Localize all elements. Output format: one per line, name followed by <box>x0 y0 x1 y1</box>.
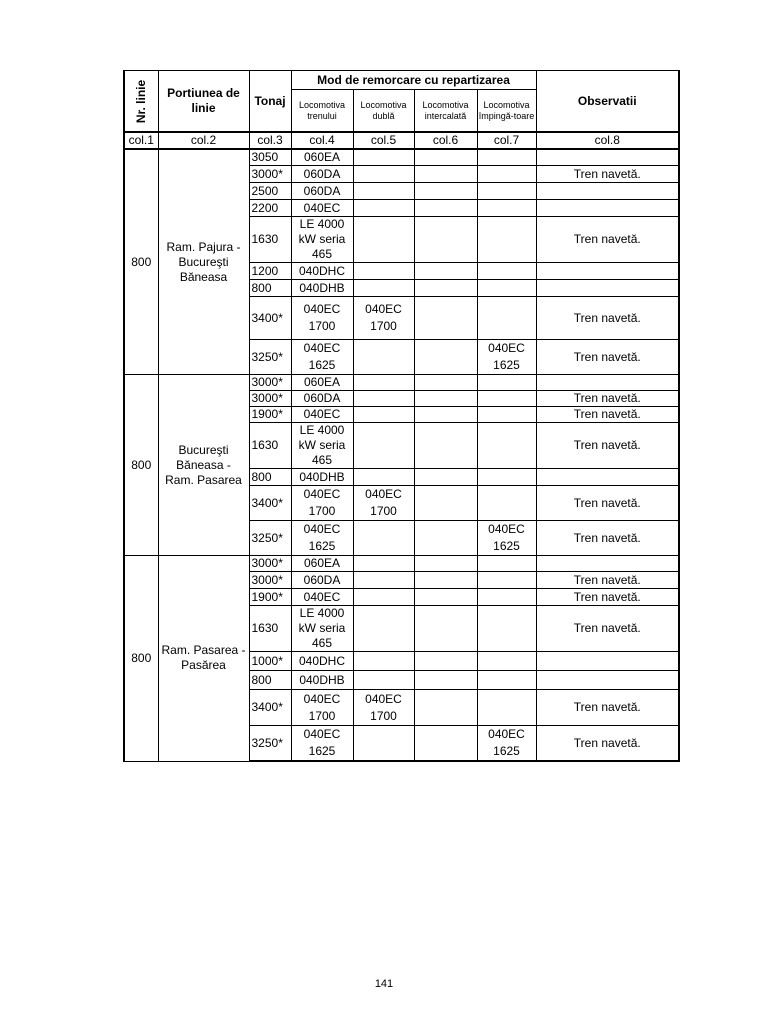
tonnage-cell: 3400* <box>249 690 291 726</box>
locomotive-train-cell: 040DHB <box>291 469 353 486</box>
locomotive-intercalated-cell <box>414 375 477 391</box>
header-locomotiva-intercalata: Locomotiva intercalată <box>414 90 477 132</box>
observation-cell: Tren navetă. <box>536 297 679 340</box>
locomotive-intercalated-cell <box>414 521 477 556</box>
header-observatii: Observatii <box>536 71 679 133</box>
header-locomotiva-trenului: Locomotiva trenului <box>291 90 353 132</box>
observation-cell: Tren navetă. <box>536 589 679 606</box>
line-portion-cell: Ram. Pajura - Bucureşti Băneasa <box>158 149 249 375</box>
observation-cell <box>536 652 679 671</box>
locomotive-intercalated-cell <box>414 391 477 407</box>
locomotive-double-cell <box>353 556 414 572</box>
header-mod-remorcare: Mod de remorcare cu repartizarea <box>291 71 536 90</box>
observation-cell <box>536 469 679 486</box>
observation-cell <box>536 200 679 217</box>
locomotive-intercalated-cell <box>414 671 477 690</box>
header-locomotiva-dubla: Locomotiva dublă <box>353 90 414 132</box>
locomotive-pusher-cell <box>477 407 536 423</box>
locomotive-pusher-cell <box>477 469 536 486</box>
locomotive-pusher-cell: 040EC 1625 <box>477 340 536 375</box>
column-number-row <box>124 132 679 149</box>
locomotive-train-cell: 060EA <box>291 556 353 572</box>
observation-cell: Tren navetă. <box>536 423 679 469</box>
line-portion-cell: Bucureşti Băneasa - Ram. Pasarea <box>158 375 249 556</box>
observation-cell: Tren navetă. <box>536 407 679 423</box>
observation-cell <box>536 149 679 166</box>
locomotive-pusher-cell <box>477 652 536 671</box>
observation-cell <box>536 183 679 200</box>
tonnage-cell: 3000* <box>249 391 291 407</box>
locomotive-train-cell: 040EC 1700 <box>291 486 353 521</box>
observation-cell: Tren navetă. <box>536 726 679 762</box>
locomotive-train-cell: 040EC <box>291 200 353 217</box>
observation-cell: Tren navetă. <box>536 690 679 726</box>
locomotive-intercalated-cell <box>414 280 477 297</box>
tonnage-cell: 3400* <box>249 297 291 340</box>
locomotive-double-cell <box>353 375 414 391</box>
tonnage-cell: 1900* <box>249 589 291 606</box>
observation-cell: Tren navetă. <box>536 166 679 183</box>
locomotive-double-cell <box>353 217 414 263</box>
locomotive-pusher-cell <box>477 217 536 263</box>
locomotive-train-cell: 040EC <box>291 589 353 606</box>
tonnage-cell: 3250* <box>249 726 291 762</box>
table-row <box>124 149 679 166</box>
locomotive-double-cell <box>353 263 414 280</box>
locomotive-intercalated-cell <box>414 217 477 263</box>
locomotive-pusher-cell <box>477 280 536 297</box>
colnum-cell: col.8 <box>536 132 679 149</box>
locomotive-pusher-cell: 040EC 1625 <box>477 726 536 762</box>
locomotive-intercalated-cell <box>414 200 477 217</box>
observation-cell: Tren navetă. <box>536 391 679 407</box>
observation-cell: Tren navetă. <box>536 606 679 652</box>
locomotive-pusher-cell <box>477 149 536 166</box>
tonnage-cell: 1630 <box>249 606 291 652</box>
locomotive-train-cell: 040EC 1625 <box>291 521 353 556</box>
tonnage-cell: 3250* <box>249 340 291 375</box>
page-number: 141 <box>374 978 394 990</box>
locomotive-train-cell: 040DHC <box>291 263 353 280</box>
locomotive-pusher-cell <box>477 297 536 340</box>
locomotive-pusher-cell <box>477 166 536 183</box>
header-tonaj: Tonaj <box>249 71 291 133</box>
locomotive-intercalated-cell <box>414 556 477 572</box>
line-number-cell: 800 <box>124 556 158 762</box>
locomotive-intercalated-cell <box>414 726 477 762</box>
locomotive-intercalated-cell <box>414 589 477 606</box>
locomotive-train-cell: 060EA <box>291 149 353 166</box>
locomotive-double-cell <box>353 183 414 200</box>
locomotive-intercalated-cell <box>414 407 477 423</box>
locomotive-double-cell <box>353 606 414 652</box>
colnum-cell: col.2 <box>158 132 249 149</box>
locomotive-double-cell <box>353 166 414 183</box>
locomotive-train-cell: LE 4000 kW seria 465 <box>291 217 353 263</box>
tonnage-cell: 3000* <box>249 572 291 589</box>
locomotive-intercalated-cell <box>414 486 477 521</box>
observation-cell: Tren navetă. <box>536 486 679 521</box>
locomotive-double-cell <box>353 671 414 690</box>
table-row <box>124 375 679 391</box>
locomotive-double-cell <box>353 423 414 469</box>
locomotive-train-cell: 060DA <box>291 166 353 183</box>
locomotive-double-cell <box>353 340 414 375</box>
locomotive-train-cell: 040EC <box>291 407 353 423</box>
tonnage-cell: 800 <box>249 469 291 486</box>
colnum-cell: col.6 <box>414 132 477 149</box>
locomotive-double-cell <box>353 200 414 217</box>
locomotive-double-cell <box>353 391 414 407</box>
header-nr-linie: Nr. linie <box>124 71 158 133</box>
table-row <box>124 556 679 572</box>
locomotive-double-cell <box>353 652 414 671</box>
locomotive-double-cell: 040EC 1700 <box>353 690 414 726</box>
locomotive-train-cell: 040EC 1700 <box>291 297 353 340</box>
tonnage-cell: 3250* <box>249 521 291 556</box>
locomotive-train-cell: 040EC 1625 <box>291 726 353 762</box>
locomotive-train-cell: 040EC 1700 <box>291 690 353 726</box>
locomotive-intercalated-cell <box>414 469 477 486</box>
line-number-cell: 800 <box>124 149 158 375</box>
colnum-cell: col.3 <box>249 132 291 149</box>
locomotive-double-cell <box>353 726 414 762</box>
locomotive-train-cell: 060DA <box>291 183 353 200</box>
colnum-cell: col.7 <box>477 132 536 149</box>
locomotive-double-cell <box>353 469 414 486</box>
locomotive-train-cell: 040EC 1625 <box>291 340 353 375</box>
locomotive-train-cell: 040DHB <box>291 280 353 297</box>
observation-cell: Tren navetă. <box>536 572 679 589</box>
tonnage-cell: 1900* <box>249 407 291 423</box>
tonnage-cell: 3400* <box>249 486 291 521</box>
locomotive-intercalated-cell <box>414 149 477 166</box>
tonnage-cell: 2500 <box>249 183 291 200</box>
locomotive-double-cell <box>353 407 414 423</box>
locomotive-intercalated-cell <box>414 340 477 375</box>
locomotive-pusher-cell <box>477 690 536 726</box>
observation-cell <box>536 263 679 280</box>
locomotive-pusher-cell <box>477 606 536 652</box>
locomotive-double-cell: 040EC 1700 <box>353 297 414 340</box>
locomotive-intercalated-cell <box>414 690 477 726</box>
tonnage-cell: 3050 <box>249 149 291 166</box>
locomotive-pusher-cell <box>477 200 536 217</box>
observation-cell <box>536 671 679 690</box>
tonnage-cell: 1200 <box>249 263 291 280</box>
observation-cell <box>536 280 679 297</box>
colnum-cell: col.4 <box>291 132 353 149</box>
locomotive-intercalated-cell <box>414 183 477 200</box>
locomotive-pusher-cell: 040EC 1625 <box>477 521 536 556</box>
tonnage-cell: 1630 <box>249 217 291 263</box>
locomotive-train-cell: 060DA <box>291 572 353 589</box>
header-locomotiva-impingatoare: Locomotiva împingă-toare <box>477 90 536 132</box>
locomotive-double-cell <box>353 149 414 166</box>
tonnage-cell: 3000* <box>249 375 291 391</box>
observation-cell: Tren navetă. <box>536 521 679 556</box>
locomotive-pusher-cell <box>477 589 536 606</box>
locomotive-train-cell: 040DHB <box>291 671 353 690</box>
tonnage-cell: 2200 <box>249 200 291 217</box>
locomotive-pusher-cell <box>477 671 536 690</box>
tonnage-cell: 800 <box>249 280 291 297</box>
locomotive-double-cell <box>353 521 414 556</box>
locomotive-train-cell: LE 4000 kW seria 465 <box>291 606 353 652</box>
tonnage-cell: 3000* <box>249 166 291 183</box>
locomotive-intercalated-cell <box>414 297 477 340</box>
observation-cell <box>536 556 679 572</box>
locomotive-pusher-cell <box>477 375 536 391</box>
locomotive-pusher-cell <box>477 183 536 200</box>
locomotive-pusher-cell <box>477 423 536 469</box>
tonnage-cell: 1000* <box>249 652 291 671</box>
locomotive-double-cell <box>353 280 414 297</box>
locomotive-pusher-cell <box>477 391 536 407</box>
colnum-cell: col.1 <box>124 132 158 149</box>
tonnage-cell: 800 <box>249 671 291 690</box>
locomotive-double-cell: 040EC 1700 <box>353 486 414 521</box>
locomotive-double-cell <box>353 589 414 606</box>
locomotive-pusher-cell <box>477 572 536 589</box>
colnum-cell: col.5 <box>353 132 414 149</box>
locomotive-train-cell: 060DA <box>291 391 353 407</box>
observation-cell: Tren navetă. <box>536 217 679 263</box>
locomotive-pusher-cell <box>477 263 536 280</box>
locomotive-double-cell <box>353 572 414 589</box>
locomotive-train-cell: 060EA <box>291 375 353 391</box>
locomotive-intercalated-cell <box>414 606 477 652</box>
line-portion-cell: Ram. Pasarea - Pasărea <box>158 556 249 762</box>
locomotive-pusher-cell <box>477 486 536 521</box>
locomotive-intercalated-cell <box>414 423 477 469</box>
locomotive-train-cell: LE 4000 kW seria 465 <box>291 423 353 469</box>
locomotive-intercalated-cell <box>414 572 477 589</box>
locomotive-pusher-cell <box>477 556 536 572</box>
header-portiune: Portiunea de linie <box>158 71 249 133</box>
observation-cell <box>536 375 679 391</box>
tonnage-cell: 1630 <box>249 423 291 469</box>
locomotive-intercalated-cell <box>414 263 477 280</box>
tonnage-cell: 3000* <box>249 556 291 572</box>
locomotive-table <box>123 70 680 762</box>
locomotive-intercalated-cell <box>414 652 477 671</box>
observation-cell: Tren navetă. <box>536 340 679 375</box>
locomotive-intercalated-cell <box>414 166 477 183</box>
line-number-cell: 800 <box>124 375 158 556</box>
locomotive-train-cell: 040DHC <box>291 652 353 671</box>
